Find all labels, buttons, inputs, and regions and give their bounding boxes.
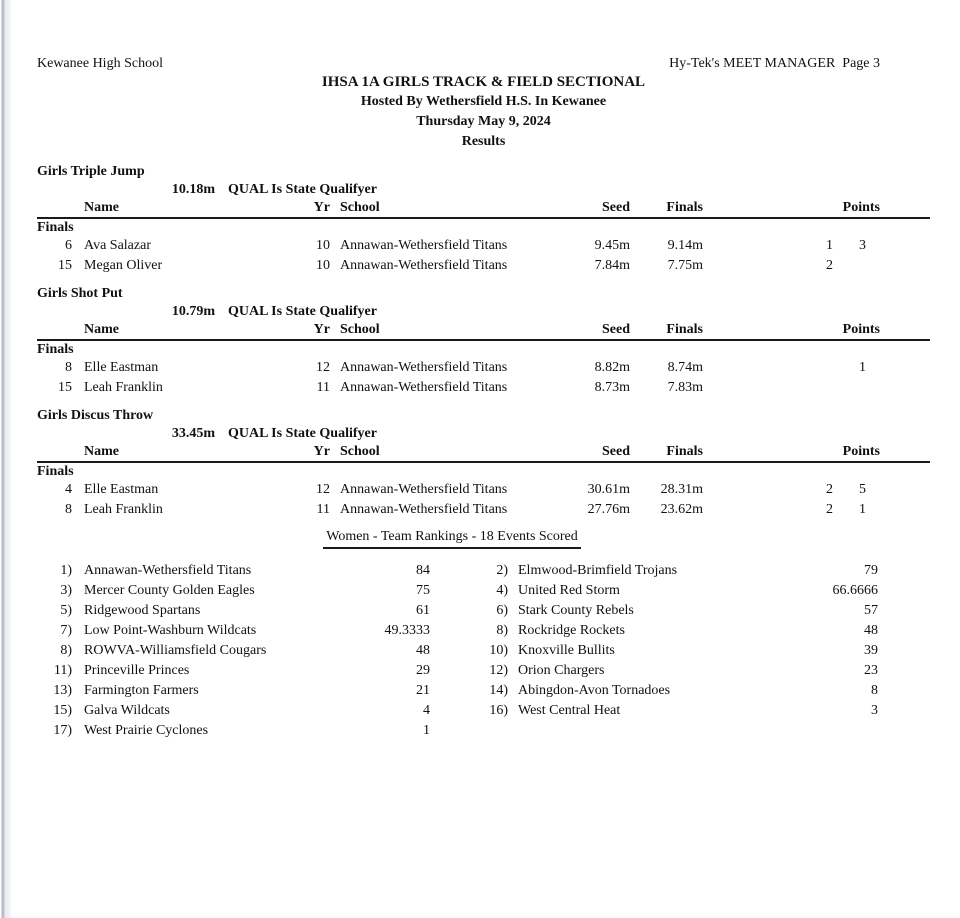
points-cell (833, 378, 880, 398)
event-section-discus (37, 406, 930, 520)
col-header-finals: Finals (666, 200, 703, 215)
col-header-school: School (340, 322, 380, 337)
rankings-row (37, 661, 930, 681)
col-header-seed: Seed (602, 200, 630, 215)
meet-header (37, 72, 930, 152)
year-cell: 10 (316, 238, 330, 253)
seed-cell: 8.82m (594, 360, 630, 375)
qual-note: QUAL Is State Qualifyer (228, 304, 377, 319)
header-school-name: Kewanee High School (37, 56, 163, 71)
finals-cell: 7.83m (667, 380, 703, 395)
team-name-cell: Princeville Princes (84, 663, 190, 678)
rank-cell: 12) (489, 663, 508, 678)
tie-cell (703, 358, 833, 378)
result-row (37, 500, 930, 520)
team-name-cell: Knoxville Bullits (518, 643, 615, 658)
seed-cell: 8.73m (594, 380, 630, 395)
score-cell: 39 (864, 643, 878, 658)
school-cell: Annawan-Wethersfield Titans (340, 502, 508, 517)
athlete-name-cell: Ava Salazar (84, 238, 151, 253)
school-cell: Annawan-Wethersfield Titans (340, 238, 508, 253)
result-row (37, 256, 930, 276)
event-title: Girls Discus Throw (37, 408, 154, 423)
rank-cell: 14) (489, 683, 508, 698)
points-cell: 1 (859, 502, 866, 517)
score-cell: 29 (416, 663, 430, 678)
team-name-cell: Low Point-Washburn Wildcats (84, 623, 257, 638)
col-header-name: Name (84, 444, 119, 459)
qual-note: QUAL Is State Qualifyer (228, 182, 377, 197)
place-cell: 8 (65, 360, 72, 375)
round-label: Finals (37, 220, 74, 235)
rank-cell: 8) (496, 623, 508, 638)
col-header-points: Points (842, 200, 880, 215)
points-cell (833, 256, 880, 276)
points-cell: 5 (859, 482, 866, 497)
finals-cell: 9.14m (667, 238, 703, 253)
round-label: Finals (37, 464, 74, 479)
points-cell: 1 (859, 360, 866, 375)
rank-cell: 3) (60, 583, 72, 598)
rank-cell: 13) (53, 683, 72, 698)
score-cell (700, 721, 878, 741)
col-header-seed: Seed (602, 322, 630, 337)
place-cell: 8 (65, 502, 72, 517)
event-section-triple-jump (37, 162, 930, 276)
col-header-yr: Yr (313, 444, 330, 459)
rank-cell: 4) (496, 583, 508, 598)
seed-cell: 7.84m (594, 258, 630, 273)
rankings-row (37, 561, 930, 581)
rank-cell: 11) (53, 663, 72, 678)
athlete-name-cell: Leah Franklin (84, 380, 163, 395)
score-cell: 66.6666 (832, 583, 878, 598)
team-name-cell: Galva Wildcats (84, 703, 170, 718)
rank-cell: 16) (489, 703, 508, 718)
round-label: Finals (37, 342, 74, 357)
event-section-shot-put (37, 284, 930, 398)
qual-note: QUAL Is State Qualifyer (228, 426, 377, 441)
year-cell: 12 (316, 482, 330, 497)
team-name-cell (508, 721, 700, 741)
header-divider (37, 461, 930, 463)
meet-title: IHSA 1A GIRLS TRACK & FIELD SECTIONAL (321, 74, 646, 90)
year-cell: 12 (316, 360, 330, 375)
finals-cell: 8.74m (667, 360, 703, 375)
tie-cell: 2 (826, 502, 833, 517)
rankings-title: Women - Team Rankings - 18 Events Scored (323, 528, 581, 549)
score-cell: 75 (416, 583, 430, 598)
qual-mark: 10.79m (171, 304, 215, 319)
results-label: Results (461, 134, 506, 149)
team-name-cell: Stark County Rebels (518, 603, 634, 618)
rank-cell: 17) (53, 723, 72, 738)
qual-line (37, 303, 930, 321)
tie-cell: 1 (826, 238, 833, 253)
rank-cell: 1) (60, 563, 72, 578)
team-rankings-section (37, 528, 930, 741)
place-cell: 4 (65, 482, 72, 497)
school-cell: Annawan-Wethersfield Titans (340, 360, 508, 375)
seed-cell: 9.45m (594, 238, 630, 253)
rankings-row (37, 721, 930, 741)
meet-host: Hosted By Wethersfield H.S. In Kewanee (360, 94, 607, 109)
team-name-cell: Mercer County Golden Eagles (84, 583, 255, 598)
team-name-cell: Ridgewood Spartans (84, 603, 201, 618)
team-name-cell: West Central Heat (518, 703, 621, 718)
rankings-row (37, 681, 930, 701)
athlete-name-cell: Elle Eastman (84, 482, 159, 497)
place-cell: 15 (58, 258, 72, 273)
column-header-row (37, 199, 930, 216)
rank-cell: 5) (60, 603, 72, 618)
seed-cell: 30.61m (587, 482, 630, 497)
result-row (37, 480, 930, 500)
rankings-row (37, 601, 930, 621)
qual-line (37, 425, 930, 443)
col-header-points: Points (842, 322, 880, 337)
score-cell: 1 (423, 723, 430, 738)
year-cell: 10 (316, 258, 330, 273)
rankings-row (37, 701, 930, 721)
header-manager-pagenum: Hy-Tek's MEET MANAGER Page 3 (669, 56, 880, 71)
score-cell: 79 (864, 563, 878, 578)
rankings-row (37, 621, 930, 641)
result-row (37, 358, 930, 378)
team-name-cell: Abingdon-Avon Tornadoes (518, 683, 671, 698)
finals-cell: 7.75m (667, 258, 703, 273)
score-cell: 4 (423, 703, 430, 718)
tie-cell (703, 378, 833, 398)
rank-cell: 8) (60, 643, 72, 658)
header-divider (37, 217, 930, 219)
athlete-name-cell: Leah Franklin (84, 502, 163, 517)
place-cell: 15 (58, 380, 72, 395)
col-header-finals: Finals (666, 322, 703, 337)
col-header-name: Name (84, 322, 119, 337)
rank-cell: 6) (496, 603, 508, 618)
col-header-finals: Finals (666, 444, 703, 459)
meet-date: Thursday May 9, 2024 (416, 114, 551, 129)
finals-cell: 23.62m (660, 502, 703, 517)
event-title: Girls Shot Put (37, 286, 123, 301)
rankings-row (37, 641, 930, 661)
place-cell: 6 (65, 238, 72, 253)
school-cell: Annawan-Wethersfield Titans (340, 380, 508, 395)
score-cell: 61 (416, 603, 430, 618)
rank-cell: 10) (489, 643, 508, 658)
team-name-cell: United Red Storm (518, 583, 620, 598)
qual-mark: 10.18m (171, 182, 215, 197)
tie-cell: 2 (826, 482, 833, 497)
team-name-cell: Annawan-Wethersfield Titans (84, 563, 252, 578)
score-cell: 84 (416, 563, 430, 578)
team-name-cell: ROWVA-Williamsfield Cougars (84, 643, 267, 658)
results-document (37, 0, 930, 741)
seed-cell: 27.76m (587, 502, 630, 517)
team-name-cell: Elmwood-Brimfield Trojans (518, 563, 678, 578)
rank-cell (473, 721, 508, 741)
result-row (37, 378, 930, 398)
column-header-row (37, 321, 930, 338)
rankings-row (37, 581, 930, 601)
qual-mark: 33.45m (171, 426, 215, 441)
year-cell: 11 (316, 502, 330, 517)
header-divider (37, 339, 930, 341)
rank-cell: 7) (60, 623, 72, 638)
rankings-table (37, 561, 930, 741)
score-cell: 21 (416, 683, 430, 698)
school-cell: Annawan-Wethersfield Titans (340, 482, 508, 497)
qual-line (37, 181, 930, 199)
year-cell: 11 (316, 380, 330, 395)
event-title: Girls Triple Jump (37, 164, 145, 179)
page-edge-shadow (0, 0, 12, 918)
col-header-school: School (340, 444, 380, 459)
page-header (37, 55, 930, 72)
col-header-points: Points (842, 444, 880, 459)
tie-cell: 2 (826, 258, 833, 273)
team-name-cell: Orion Chargers (518, 663, 605, 678)
result-row (37, 236, 930, 256)
team-name-cell: Farmington Farmers (84, 683, 199, 698)
col-header-yr: Yr (313, 200, 330, 215)
rank-cell: 15) (53, 703, 72, 718)
athlete-name-cell: Megan Oliver (84, 258, 163, 273)
score-cell: 8 (871, 683, 878, 698)
score-cell: 57 (864, 603, 878, 618)
finals-cell: 28.31m (660, 482, 703, 497)
col-header-school: School (340, 200, 380, 215)
col-header-yr: Yr (313, 322, 330, 337)
col-header-name: Name (84, 200, 119, 215)
team-name-cell: West Prairie Cyclones (84, 723, 209, 738)
score-cell: 48 (416, 643, 430, 658)
athlete-name-cell: Elle Eastman (84, 360, 159, 375)
points-cell: 3 (859, 238, 866, 253)
score-cell: 23 (864, 663, 878, 678)
team-name-cell: Rockridge Rockets (518, 623, 625, 638)
rank-cell: 2) (496, 563, 508, 578)
score-cell: 3 (871, 703, 878, 718)
column-header-row (37, 443, 930, 460)
school-cell: Annawan-Wethersfield Titans (340, 258, 508, 273)
score-cell: 48 (864, 623, 878, 638)
score-cell: 49.3333 (384, 623, 430, 638)
col-header-seed: Seed (602, 444, 630, 459)
